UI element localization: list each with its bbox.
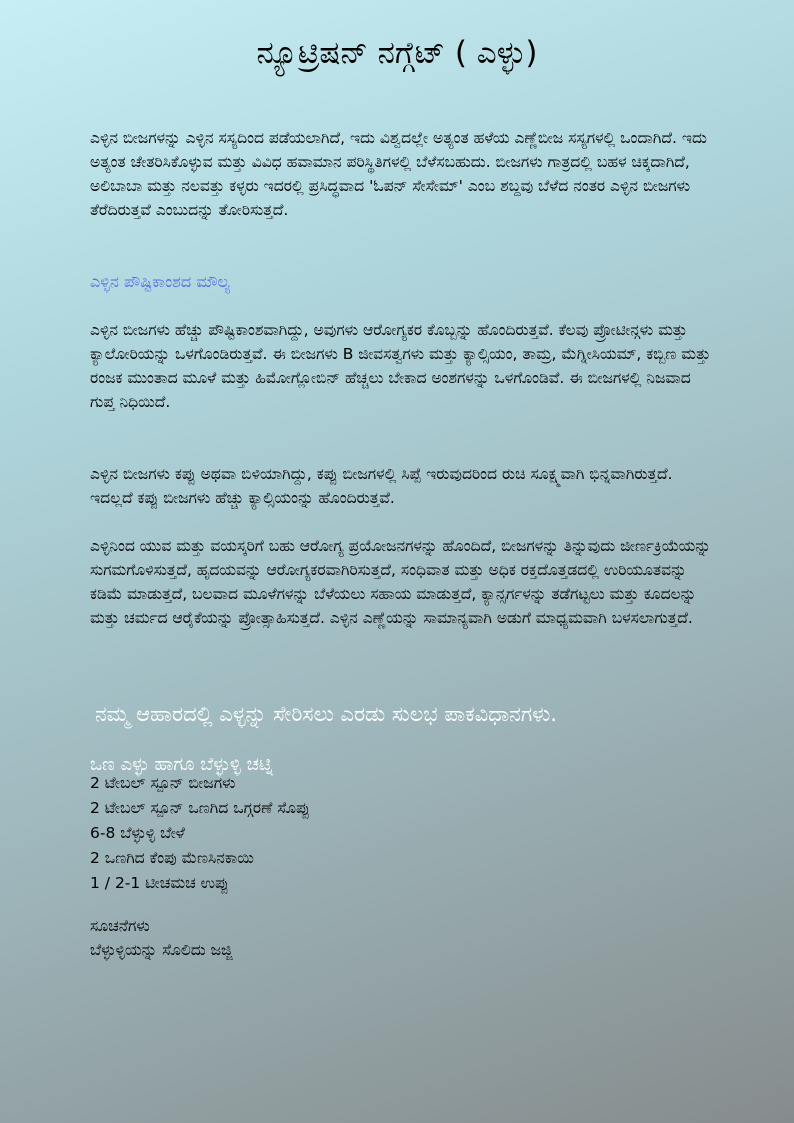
nutrition-heading: ಎಳ್ಳಿನ ಪೌಷ್ಟಿಕಾಂಶದ ಮೌಲ್ಯ (90, 272, 231, 291)
intro-paragraph: ಎಳ್ಳಿನ ಬೀಜಗಳನ್ನು ಎಳ್ಳಿನ ಸಸ್ಯದಿಂದ ಪಡೆಯಲಾಗಿದೆ, ಇದು ವಿಶ್ವದಲ್ಲೇ ಅತ್ಯಂತ ಹಳೆಯ ಎಣ್ಣೆಬೀಜ ಸಸ್ಯಗಳಲ್ಲಿ ಒಂದಾಗಿದೆ. ಇದು ಅತ್ಯಂತ ಚೇತರಿಸಿಕೊಳ್ಳುವ ಮತ್ತು ವಿವಿಧ ಹವಾಮಾನ ಪರಿಸ್ಥಿತಿಗಳಲ್ಲಿ ಬೆಳೆಸಬಹುದು. ಬೀಜಗಳು ಗಾತ್ರದಲ್ಲಿ ಬಹಳ ಚಿಕ್ಕದಾಗಿದೆ, ಅಲಿಬಾಬಾ ಮತ್ತು ನಲವತ್ತು ಕಳ್ಳರು ಇದರಲ್ಲಿ ಪ್ರಸಿದ್ಧವಾದ 'ಓಪನ್ ಸೇಸೇಮ್' ಎಂಬ ಶಬ್ದವು ಬೆಳೆದ ನಂತರ ಎಳ್ಳಿನ ಬೀಜಗಳು ತೆರೆದಿರುತ್ತವೆ ಎಂಬುದನ್ನು ತೋರಿಸುತ್ತದೆ. (90, 129, 707, 219)
instruction-step: ಬೆಳ್ಳುಳ್ಳಿಯನ್ನು ಸೊಲಿದು ಜಜ್ಜಿ (90, 941, 233, 959)
ingredient-item: 1 / 2-1 ಟೀಚಮಚ ಉಪ್ಪು (90, 874, 229, 892)
ingredient-item: 6-8 ಬೆಳ್ಳುಳ್ಳಿ ಬೇಳೆ (90, 824, 185, 842)
ingredient-item: 2 ಒಣಗಿದ ಕೆಂಪು ಮೆಣಸಿನಕಾಯಿ (90, 849, 254, 867)
instructions-label: ಸೂಚನೆಗಳು (90, 917, 150, 935)
color-paragraph: ಎಳ್ಳಿನ ಬೀಜಗಳು ಕಪ್ಪು ಅಥವಾ ಬಿಳಿಯಾಗಿದ್ದು, ಕಪ್ಪು ಬೀಜಗಳಲ್ಲಿ ಸಿಪ್ಪೆ ಇರುವುದರಿಂದ ರುಚಿ ಸೂಕ್ಷ್ಮವಾಗಿ ಭಿನ್ನವಾಗಿರುತ್ತದೆ. ಇದಲ್ಲದೆ ಕಪ್ಪು ಬೀಜಗಳು ಹೆಚ್ಚು ಕ್ಯಾಲ್ಸಿಯಂನ್ನು ಹೊಂದಿರುತ್ತವೆ. (90, 465, 673, 507)
recipe-title: ಒಣ ಎಳ್ಳು ಹಾಗೂ ಬೆಳ್ಳುಳ್ಳಿ ಚಟ್ನಿ (90, 754, 274, 775)
ingredient-list (90, 771, 310, 896)
page-title: ನ್ಯೂಟ್ರಿಷನ್ ನಗ್ಗೆಟ್ ( ಎಳ್ಳು) (256, 35, 538, 71)
ingredient-item: 2 ಟೇಬಲ್ ಸ್ಪೂನ್ ಬೀಜಗಳು (90, 774, 236, 792)
recipes-heading: ನಮ್ಮ ಆಹಾರದಲ್ಲಿ ಎಳ್ಳನ್ನು ಸೇರಿಸಲು ಎರಡು ಸುಲಭ ಪಾಕವಿಧಾನಗಳು. (95, 702, 557, 726)
ingredient-item: 2 ಟೇಬಲ್ ಸ್ಪೂನ್ ಒಣಗಿದ ಒಗ್ಗರಣೆ ಸೊಪ್ಪು (90, 799, 310, 817)
benefits-paragraph: ಎಳ್ಳಿನಿಂದ ಯುವ ಮತ್ತು ವಯಸ್ಕರಿಗೆ ಬಹು ಆರೋಗ್ಯ ಪ್ರಯೋಜನಗಳನ್ನು ಹೊಂದಿದೆ, ಬೀಜಗಳನ್ನು ತಿನ್ನುವುದು ಜೀರ್ಣಕ್ರಿಯೆಯನ್ನು ಸುಗಮಗೊಳಿಸುತ್ತದೆ, ಹೃದಯವನ್ನು ಆರೋಗ್ಯಕರವಾಗಿರಿಸುತ್ತದೆ, ಸಂಧಿವಾತ ಮತ್ತು ಅಧಿಕ ರಕ್ತದೊತ್ತಡದಲ್ಲಿ ಉರಿಯೂತವನ್ನು ಕಡಿಮೆ ಮಾಡುತ್ತದೆ, ಬಲವಾದ ಮೂಳೆಗಳನ್ನು ಬೆಳೆಯಲು ಸಹಾಯ ಮಾಡುತ್ತದೆ, ಕ್ಯಾನ್ಸರ್ಗಳನ್ನು ತಡೆಗಟ್ಟಲು ಮತ್ತು ಕೂದಲನ್ನು ಮತ್ತು ಚರ್ಮದ ಆರೈಕೆಯನ್ನು ಪ್ರೋತ್ಸಾಹಿಸುತ್ತದೆ. ಎಳ್ಳಿನ ಎಣ್ಣೆಯನ್ನು ಸಾಮಾನ್ಯವಾಗಿ ಅಡುಗೆ ಮಾಧ್ಯಮವಾಗಿ ಬಳಸಲಾಗುತ್ತದೆ. (90, 537, 711, 627)
nutrition-paragraph: ಎಳ್ಳಿನ ಬೀಜಗಳು ಹೆಚ್ಚು ಪೌಷ್ಟಿಕಾಂಶವಾಗಿದ್ದು, ಅವುಗಳು ಆರೋಗ್ಯಕರ ಕೊಬ್ಬನ್ನು ಹೊಂದಿರುತ್ತವೆ. ಕೆಲವು ಪ್ರೋಟೀನ್ಗಳು ಮತ್ತು ಕ್ಯಾಲೋರಿಯನ್ನು ಒಳಗೊಂಡಿರುತ್ತವೆ. ಈ ಬೀಜಗಳು B ಜೀವಸತ್ವಗಳು ಮತ್ತು ಕ್ಯಾಲ್ಸಿಯಂ, ತಾಮ್ರ, ಮೆಗ್ನೀಸಿಯಮ್, ಕಬ್ಬಿಣ ಮತ್ತು ರಂಜಕ ಮುಂತಾದ ಮೂಳೆ ಮತ್ತು ಹಿಮೋಗ್ಲೋಬಿನ್ ಹೆಚ್ಚಲು ಬೇಕಾದ ಅಂಶಗಳನ್ನು ಒಳಗೊಂಡಿವೆ. ಈ ಬೀಜಗಳಲ್ಲಿ ನಿಜವಾದ ಗುಪ್ತ ನಿಧಿಯಿದೆ. (90, 321, 711, 411)
